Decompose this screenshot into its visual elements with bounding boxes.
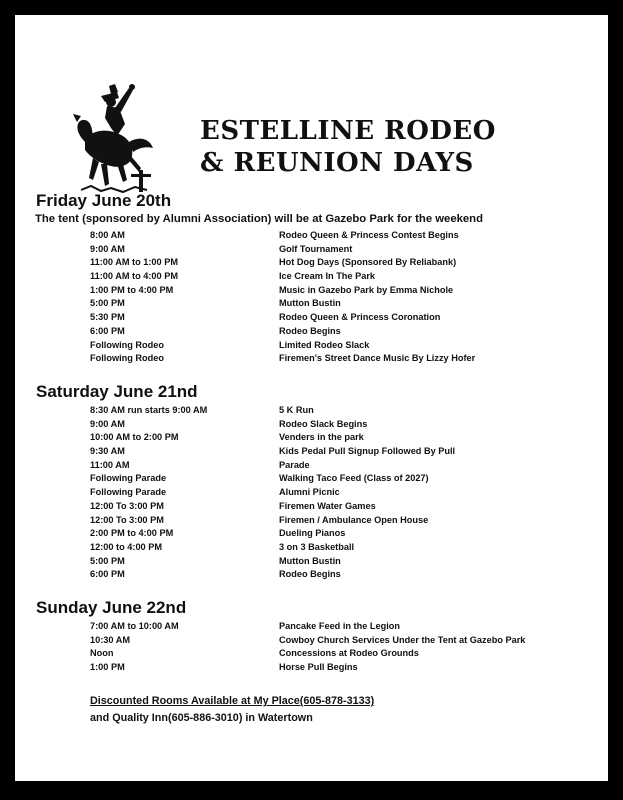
event-description: Walking Taco Feed (Class of 2027) — [279, 473, 429, 484]
event-time: Following Parade — [90, 487, 167, 498]
sunday-event-row — [90, 620, 590, 634]
event-description: Venders in the park — [279, 432, 364, 443]
event-description: Concessions at Rodeo Grounds — [279, 648, 419, 659]
event-description: Mutton Bustin — [279, 555, 341, 566]
event-time: 6:00 PM — [90, 569, 125, 580]
event-time: 12:00 to 4:00 PM — [90, 541, 162, 552]
event-description: Parade — [279, 459, 310, 470]
friday-schedule — [90, 229, 590, 366]
event-time: Following Parade — [90, 473, 167, 484]
friday-heading: Friday June 20th — [36, 191, 172, 210]
saturday-event-row — [90, 514, 590, 528]
sunday-schedule — [90, 620, 590, 675]
event-time: 6:00 PM — [90, 325, 125, 336]
event-description: Rodeo Queen & Princess Contest Begins — [279, 230, 459, 240]
saturday-event-row — [90, 472, 590, 486]
sunday-event-row — [90, 634, 590, 648]
event-time: 8:30 AM run starts 9:00 AM — [90, 405, 208, 415]
sunday-event-row — [90, 661, 590, 675]
event-description: Limited Rodeo Slack — [279, 339, 370, 350]
saturday-event-row — [90, 541, 590, 555]
event-time: 10:30 AM — [90, 634, 130, 645]
event-description: Kids Pedal Pull Signup Followed By Pull — [279, 446, 456, 457]
event-description: Rodeo Begins — [279, 325, 341, 336]
saturday-event-row — [90, 568, 590, 582]
event-description: Dueling Pianos — [279, 528, 346, 539]
event-time: 11:00 AM — [90, 459, 130, 470]
event-description: Cowboy Church Services Under the Tent at Gazebo Park — [279, 634, 526, 645]
event-time: 11:00 AM to 1:00 PM — [90, 257, 178, 268]
event-time: 5:30 PM — [90, 312, 125, 323]
event-description: Mutton Bustin — [279, 298, 341, 309]
event-time: 2:00 PM to 4:00 PM — [90, 528, 174, 539]
event-time: 9:00 AM — [90, 418, 125, 429]
event-description: Horse Pull Begins — [279, 662, 358, 673]
sunday-heading: Sunday June 22nd — [36, 598, 187, 617]
event-description: Rodeo Queen & Princess Coronation — [279, 312, 441, 323]
event-description: Firemen Water Games — [279, 500, 376, 511]
event-description: Alumni Picnic — [279, 487, 340, 498]
saturday-event-row — [90, 445, 590, 459]
event-time: 11:00 AM to 4:00 PM — [90, 271, 178, 282]
friday-event-row — [90, 284, 590, 298]
event-time: 5:00 PM — [90, 298, 125, 309]
friday-event-row — [90, 270, 590, 284]
event-description: Rodeo Begins — [279, 569, 341, 580]
saturday-schedule — [90, 404, 590, 582]
event-title-line1: ESTELLINE RODEO — [200, 116, 496, 146]
discount-rooms-line2: and Quality Inn(605-886-3010) in Watertown — [90, 712, 313, 724]
friday-event-row — [90, 243, 590, 257]
event-time: 5:00 PM — [90, 555, 125, 566]
event-title — [200, 115, 496, 179]
saturday-event-row — [90, 431, 590, 445]
sunday-event-row — [90, 647, 590, 661]
event-time: 7:00 AM to 10:00 AM — [90, 621, 179, 631]
friday-event-row — [90, 297, 590, 311]
saturday-event-row — [90, 486, 590, 500]
saturday-event-row — [90, 500, 590, 514]
friday-event-row — [90, 311, 590, 325]
discount-rooms-line1: Discounted Rooms Available at My Place(605-878-3133) — [90, 695, 375, 707]
event-description: 3 on 3 Basketball — [279, 541, 355, 552]
event-description: Rodeo Slack Begins — [279, 418, 368, 429]
event-time: Following Rodeo — [90, 339, 164, 350]
event-time: 1:00 PM — [90, 662, 125, 673]
event-description: Ice Cream In The Park — [279, 271, 376, 282]
saturday-event-row — [90, 404, 590, 418]
event-time: 12:00 To 3:00 PM — [90, 500, 164, 511]
tent-note: The tent (sponsored by Alumni Association) will be at Gazebo Park for the weekend — [35, 213, 483, 225]
friday-event-row — [90, 325, 590, 339]
friday-event-row — [90, 352, 590, 366]
event-time: Noon — [90, 648, 114, 659]
event-description: 5 K Run — [279, 405, 314, 415]
bucking-horse-rider-icon — [71, 78, 157, 196]
event-time: 9:30 AM — [90, 446, 125, 457]
saturday-event-row — [90, 459, 590, 473]
event-time: 1:00 PM to 4:00 PM — [90, 284, 174, 295]
friday-event-row — [90, 229, 590, 243]
event-time: 9:00 AM — [90, 243, 125, 254]
event-description: Hot Dog Days (Sponsored By Reliabank) — [279, 257, 457, 268]
event-time: Following Rodeo — [90, 353, 164, 364]
event-title-line2: & REUNION DAYS — [200, 148, 474, 178]
event-time: 10:00 AM to 2:00 PM — [90, 432, 179, 443]
event-description: Pancake Feed in the Legion — [279, 621, 400, 631]
saturday-event-row — [90, 555, 590, 569]
event-description: Golf Tournament — [279, 243, 353, 254]
flyer-page — [15, 15, 608, 781]
friday-event-row — [90, 256, 590, 270]
event-time: 12:00 To 3:00 PM — [90, 514, 164, 525]
friday-event-row — [90, 339, 590, 353]
event-description: Firemen's Street Dance Music By Lizzy Hofer — [279, 353, 476, 364]
saturday-heading: Saturday June 21nd — [36, 382, 198, 401]
saturday-event-row — [90, 527, 590, 541]
event-time: 8:00 AM — [90, 230, 125, 240]
event-description: Firemen / Ambulance Open House — [279, 514, 429, 525]
saturday-event-row — [90, 418, 590, 432]
event-description: Music in Gazebo Park by Emma Nichole — [279, 284, 454, 295]
